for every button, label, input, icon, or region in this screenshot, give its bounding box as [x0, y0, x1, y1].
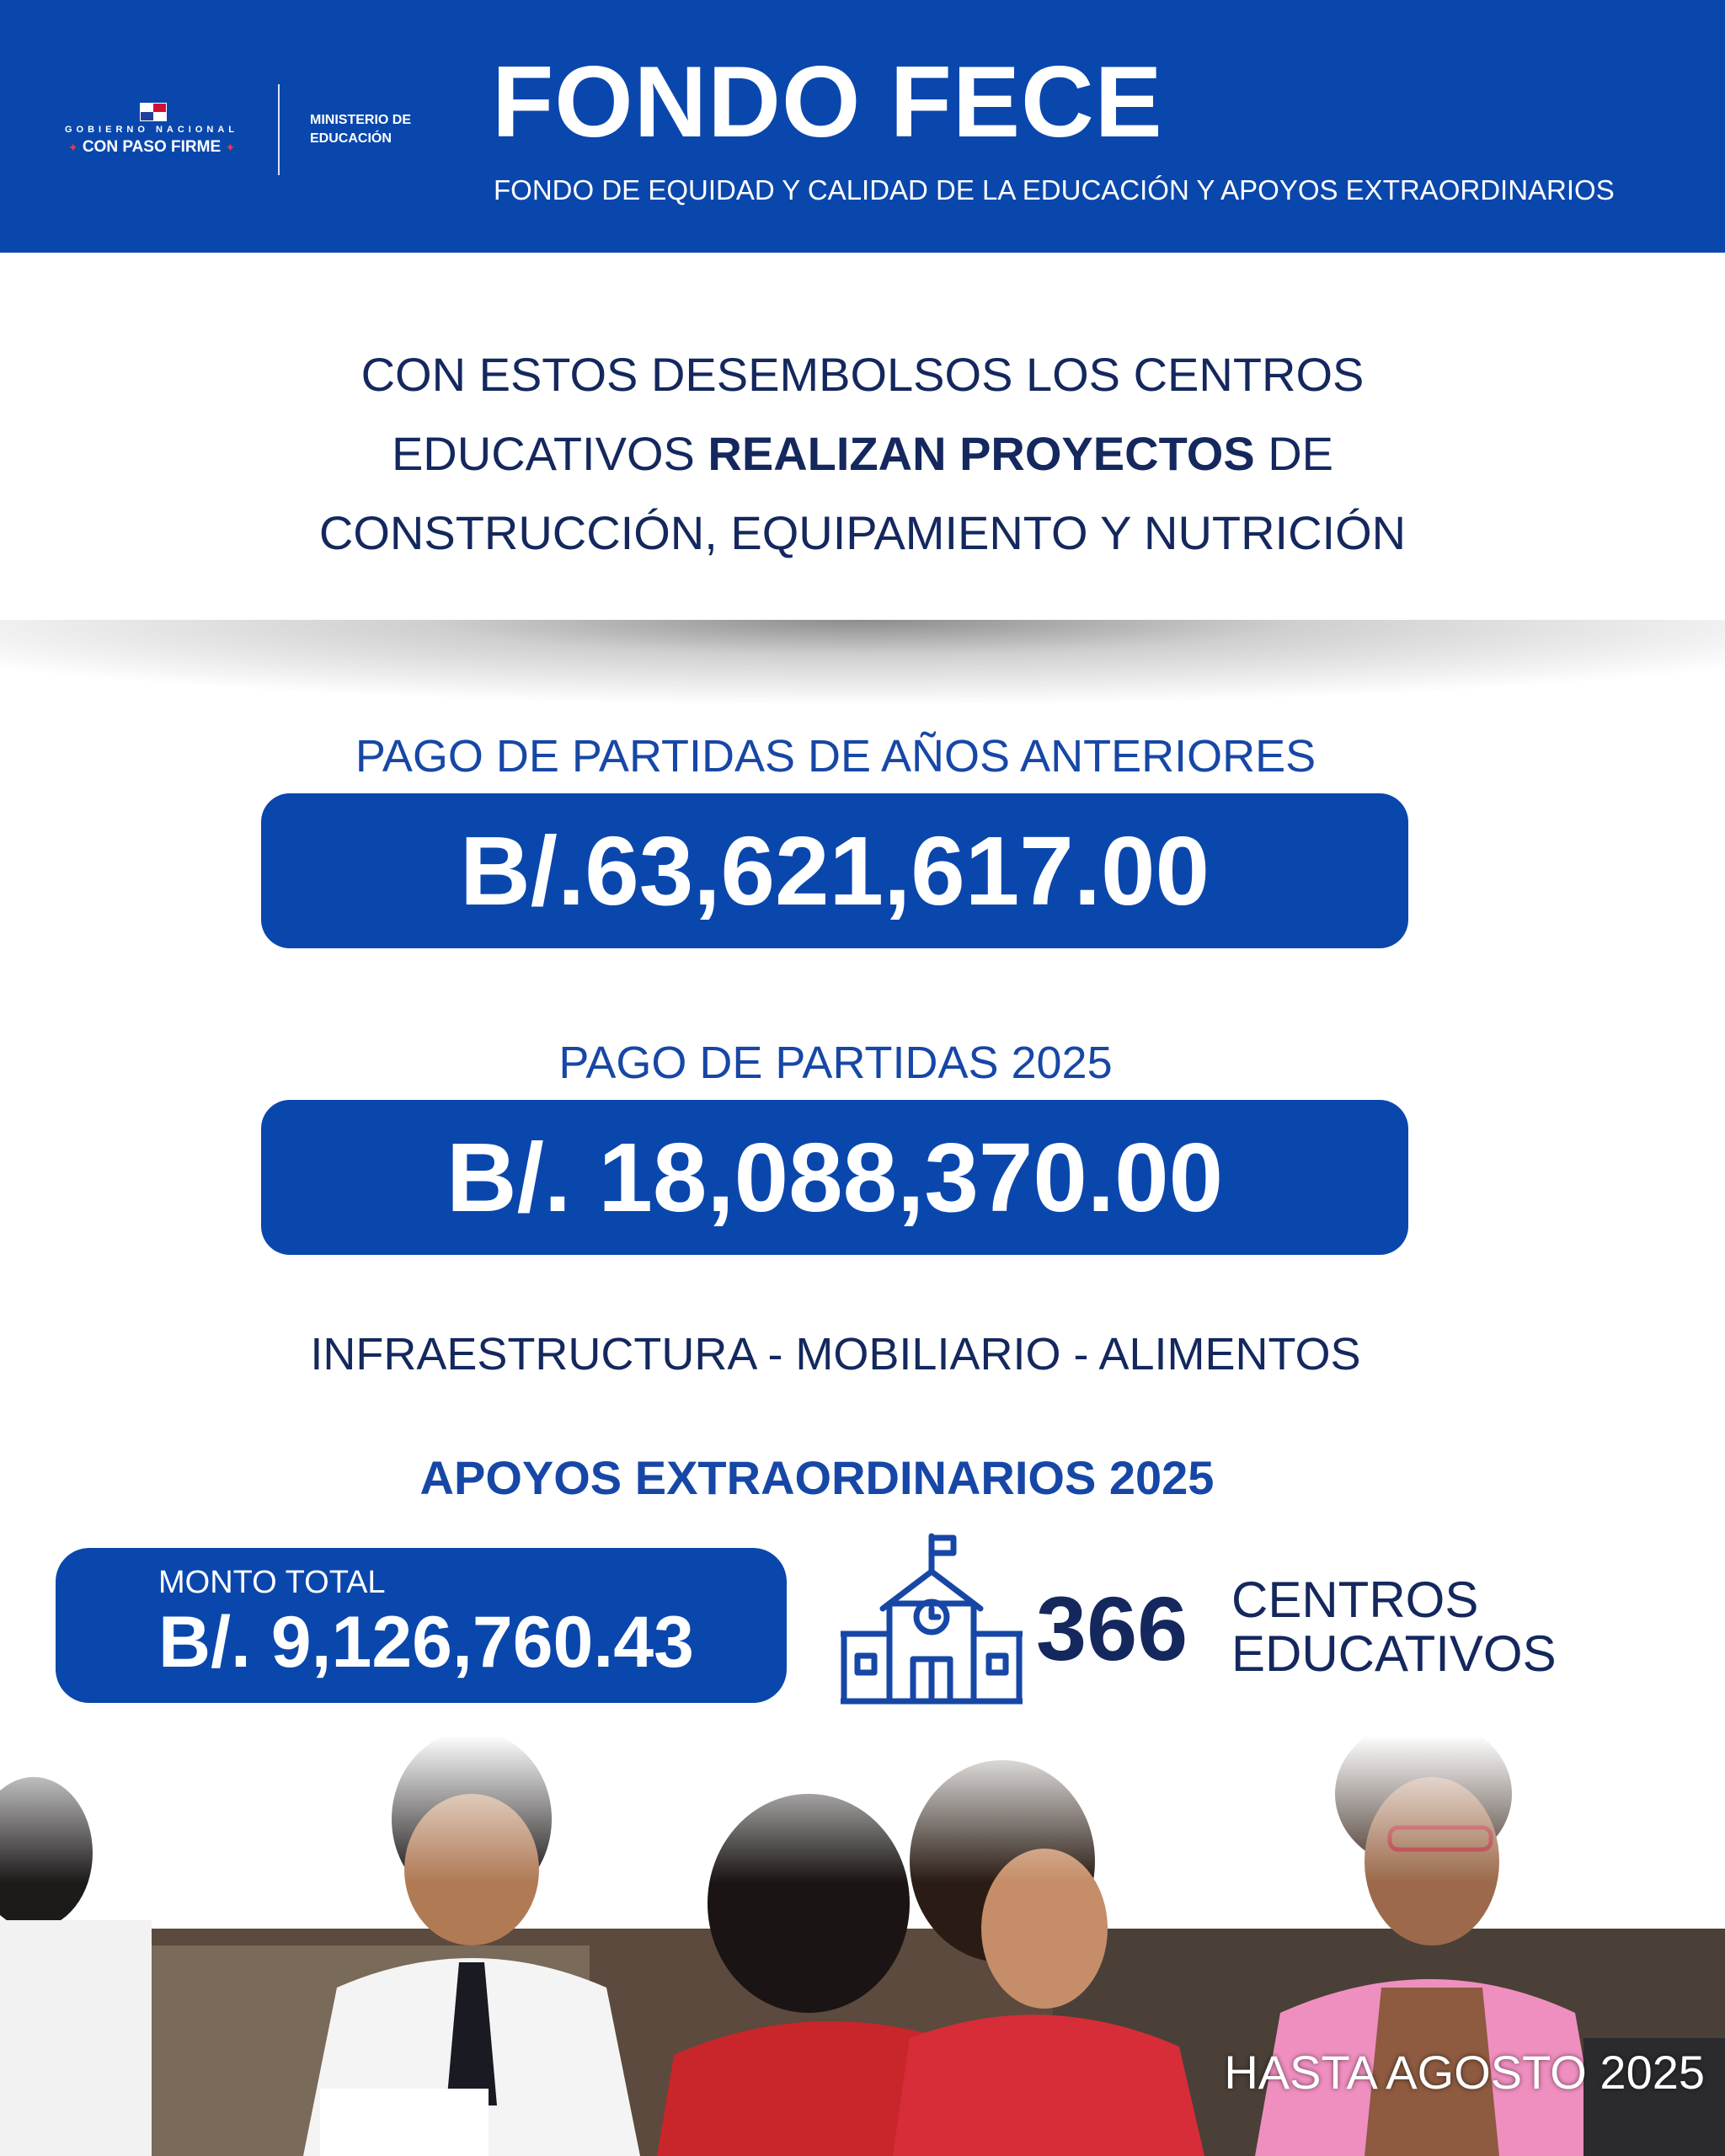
ministry-logo-text — [310, 111, 478, 148]
current-payments-amount: B/. 18,088,370.00 — [261, 1100, 1408, 1255]
extra-support-title: APOYOS EXTRAORDINARIOS 2025 — [419, 1451, 1215, 1504]
ministry-line-2: EDUCACIÓN — [310, 131, 392, 146]
intro-text — [0, 335, 1725, 573]
payment-categories: INFRAESTRUCTURA - MOBILIARIO - ALIMENTOS — [310, 1329, 1361, 1380]
ministry-line-1: MINISTERIO DE — [310, 113, 412, 127]
intro-line-2-end: DE — [1254, 427, 1334, 480]
schools-count-label-line-2: EDUCATIVOS — [1231, 1625, 1557, 1682]
government-label: GOBIERNO NACIONAL — [65, 125, 238, 135]
intro-line-2 — [0, 414, 1725, 494]
schools-count-label — [1231, 1573, 1557, 1681]
government-slogan-text: CON PASO FIRME — [82, 138, 222, 156]
total-amount-value: B/. 9,126,760.43 — [158, 1602, 694, 1683]
header-banner — [0, 0, 1725, 253]
intro-line-3: CONSTRUCCIÓN, EQUIPAMIENTO Y NUTRICIÓN — [318, 506, 1407, 559]
logo-divider — [278, 84, 280, 175]
total-amount-card — [56, 1548, 787, 1703]
current-payments-label: PAGO DE PARTIDAS 2025 — [558, 1038, 1113, 1088]
intro-highlight: REALIZAN PROYECTOS — [708, 427, 1255, 480]
schools-count-label-line-1: CENTROS — [1231, 1572, 1479, 1628]
star-icon: ✦ — [225, 141, 236, 154]
total-amount-label: MONTO TOTAL — [158, 1565, 386, 1600]
prior-payments-amount: B/.63,621,617.00 — [261, 793, 1408, 948]
page-title: FONDO FECE — [492, 45, 1163, 158]
schools-count: 366 — [1036, 1577, 1188, 1679]
intro-line-2-start: EDUCATIVOS — [391, 427, 708, 480]
section-shadow-divider — [0, 620, 1725, 721]
page-subtitle: FONDO DE EQUIDAD Y CALIDAD DE LA EDUCACIÓN Y APOYOS EXTRAORDINARIOS — [494, 174, 1615, 205]
school-building-icon — [841, 1533, 1023, 1705]
date-caption: HASTA AGOSTO 2025 — [1224, 2046, 1705, 2099]
star-icon: ✦ — [67, 141, 78, 154]
prior-payments-label: PAGO DE PARTIDAS DE AÑOS ANTERIORES — [355, 731, 1316, 782]
panama-flag-icon — [140, 103, 167, 121]
government-slogan — [52, 138, 251, 157]
intro-line-1: CON ESTOS DESEMBOLSOS LOS CENTROS — [360, 348, 1365, 401]
